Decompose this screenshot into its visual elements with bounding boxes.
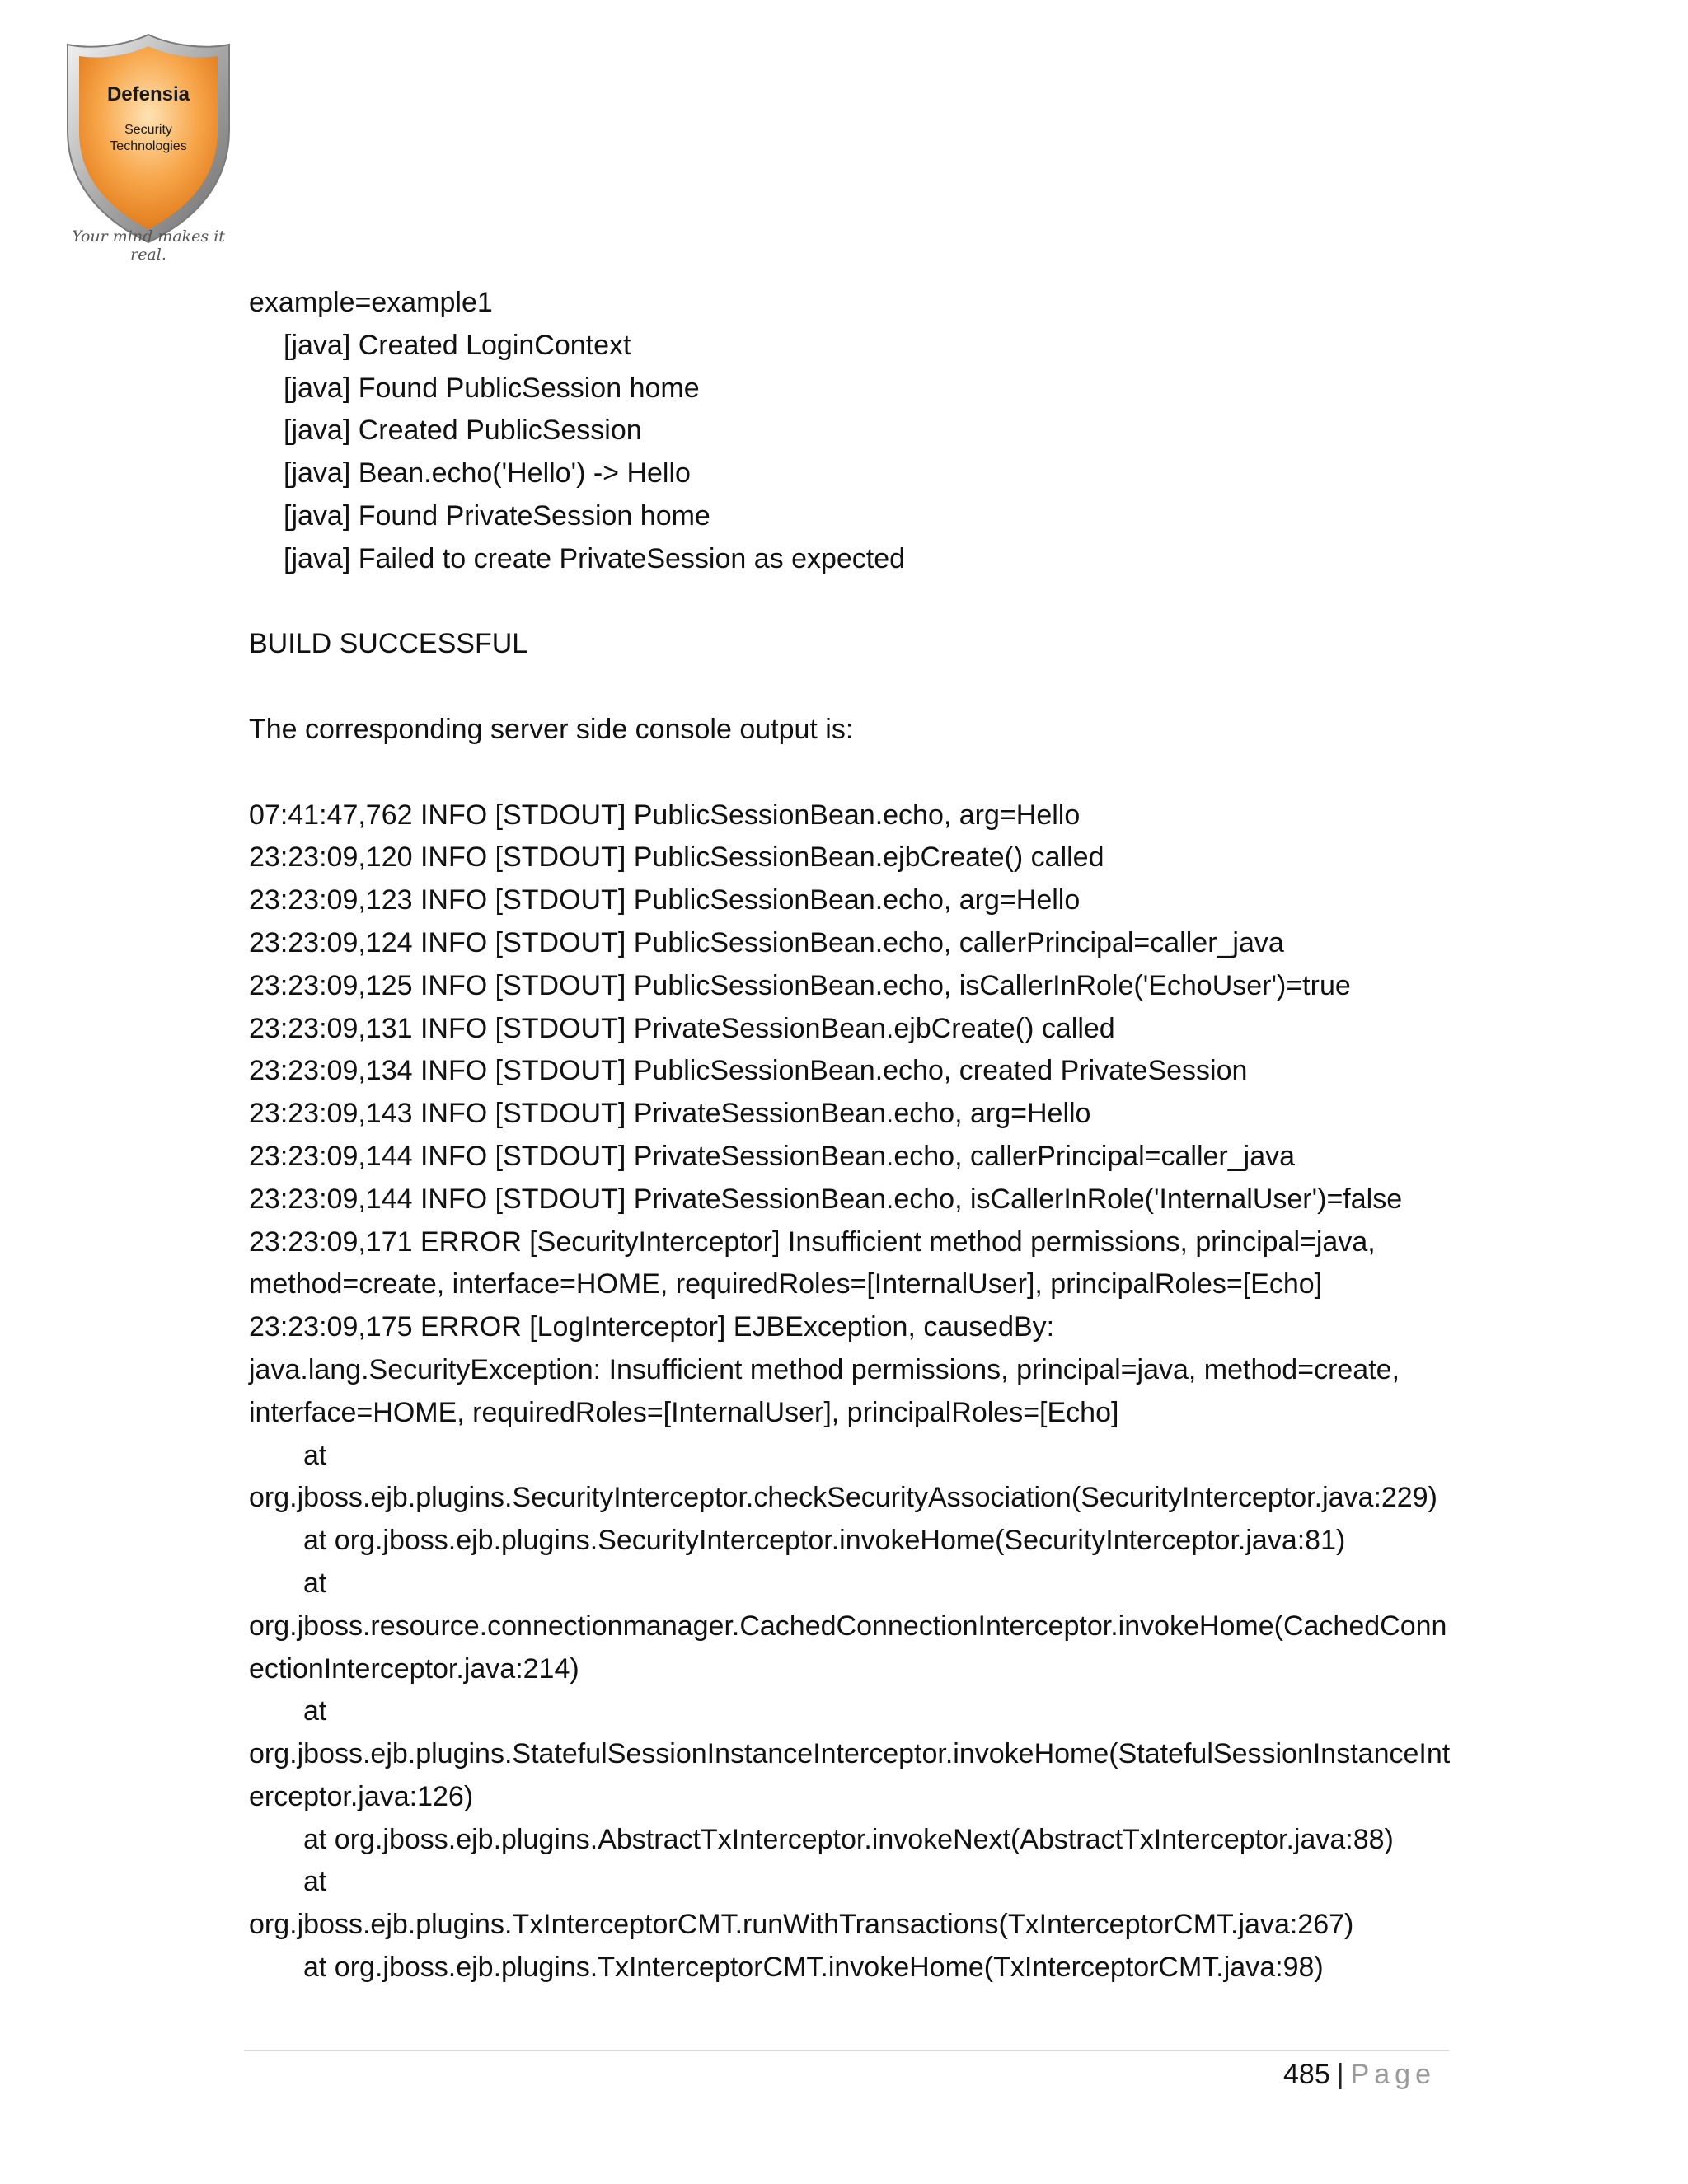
page-separator: | — [1336, 2059, 1344, 2090]
text-line: at — [303, 1439, 327, 1471]
text-line: 23:23:09,144 INFO [STDOUT] PrivateSessionBean.echo, isCallerInRole('InternalUser')=false — [249, 1183, 1403, 1215]
company-logo — [58, 31, 239, 264]
text-line: interface=HOME, requiredRoles=[InternalUser], principalRoles=[Echo] — [249, 1396, 1119, 1428]
logo-brand: Defensia — [106, 83, 190, 105]
text-line: ectionInterceptor.java:214) — [249, 1652, 579, 1685]
logo-sub1: Security — [124, 123, 172, 137]
text-line: 23:23:09,120 INFO [STDOUT] PublicSessionBean.ejbCreate() called — [249, 841, 1104, 874]
blank-line — [249, 666, 1452, 709]
text-line: org.jboss.ejb.plugins.StatefulSessionInstanceInterceptor.invokeHome(StatefulSessionInstanceInt — [249, 1738, 1451, 1770]
text-line: 23:23:09,134 INFO [STDOUT] PublicSessionBean.echo, created PrivateSession — [249, 1055, 1248, 1087]
text-line: org.jboss.ejb.plugins.SecurityInterceptor.checkSecurityAssociation(SecurityInterceptor.java:229) — [249, 1482, 1437, 1514]
text-line: [java] Failed to create PrivateSession as expected — [284, 542, 906, 574]
text-line: at — [303, 1695, 327, 1727]
text-line: 07:41:47,762 INFO [STDOUT] PublicSessionBean.echo, arg=Hello — [249, 799, 1081, 831]
text-line: at org.jboss.ejb.plugins.AbstractTxInterceptor.invokeNext(AbstractTxInterceptor.java:88) — [303, 1823, 1394, 1855]
text-line: org.jboss.resource.connectionmanager.CachedConnectionInterceptor.invokeHome(CachedConn — [249, 1610, 1447, 1642]
text-line: The corresponding server side console output is: — [249, 713, 854, 745]
text-line: 23:23:09,125 INFO [STDOUT] PublicSessionBean.echo, isCallerInRole('EchoUser')=true — [249, 969, 1351, 1001]
page-footer — [1283, 2054, 1436, 2095]
text-line: java.lang.SecurityException: Insufficient method permissions, principal=java, method=create, — [249, 1353, 1400, 1385]
text-line: 23:23:09,123 INFO [STDOUT] PublicSessionBean.echo, arg=Hello — [249, 884, 1081, 916]
text-line: example=example1 — [249, 287, 493, 318]
text-line: at — [303, 1567, 327, 1599]
shield-icon — [58, 31, 239, 254]
text-line: 23:23:09,171 ERROR [SecurityInterceptor] Insufficient method permissions, principal=java, — [249, 1226, 1376, 1258]
text-line: 23:23:09,175 ERROR [LogInterceptor] EJBException, causedBy: — [249, 1311, 1055, 1343]
footer-divider — [244, 2050, 1449, 2051]
text-line: at org.jboss.ejb.plugins.SecurityInterceptor.invokeHome(SecurityInterceptor.java:81) — [303, 1525, 1346, 1557]
text-line: at org.jboss.ejb.plugins.TxInterceptorCMT.invokeHome(TxInterceptorCMT.java:98) — [303, 1952, 1324, 1984]
text-line: 23:23:09,124 INFO [STDOUT] PublicSessionBean.echo, callerPrincipal=caller_java — [249, 926, 1284, 958]
page-number: 485 — [1283, 2059, 1330, 2090]
logo-tagline: Your mind makes it real. — [72, 227, 225, 264]
page-label: Page — [1350, 2059, 1436, 2090]
text-line: [java] Created PublicSession — [284, 415, 642, 447]
logo-sub2: Technologies — [110, 139, 187, 153]
text-line: at — [303, 1866, 327, 1898]
text-line: method=create, interface=HOME, requiredRoles=[InternalUser], principalRoles=[Echo] — [249, 1268, 1323, 1301]
text-line: [java] Found PrivateSession home — [284, 499, 710, 532]
blank-line — [249, 581, 1452, 624]
text-line: [java] Bean.echo('Hello') -> Hello — [284, 457, 691, 490]
blank-line — [249, 752, 1452, 794]
text-line: 23:23:09,143 INFO [STDOUT] PrivateSessionBean.echo, arg=Hello — [249, 1098, 1091, 1130]
text-line: 23:23:09,144 INFO [STDOUT] PrivateSessionBean.echo, callerPrincipal=caller_java — [249, 1140, 1296, 1172]
text-line: [java] Created LoginContext — [284, 329, 631, 361]
text-line: [java] Found PublicSession home — [284, 372, 700, 404]
text-line: erceptor.java:126) — [249, 1780, 474, 1812]
text-line: org.jboss.ejb.plugins.TxInterceptorCMT.runWithTransactions(TxInterceptorCMT.java:267) — [249, 1909, 1354, 1941]
text-line: BUILD SUCCESSFUL — [249, 628, 528, 660]
document-body — [249, 282, 1452, 1990]
text-line: 23:23:09,131 INFO [STDOUT] PrivateSessionBean.ejbCreate() called — [249, 1012, 1115, 1044]
